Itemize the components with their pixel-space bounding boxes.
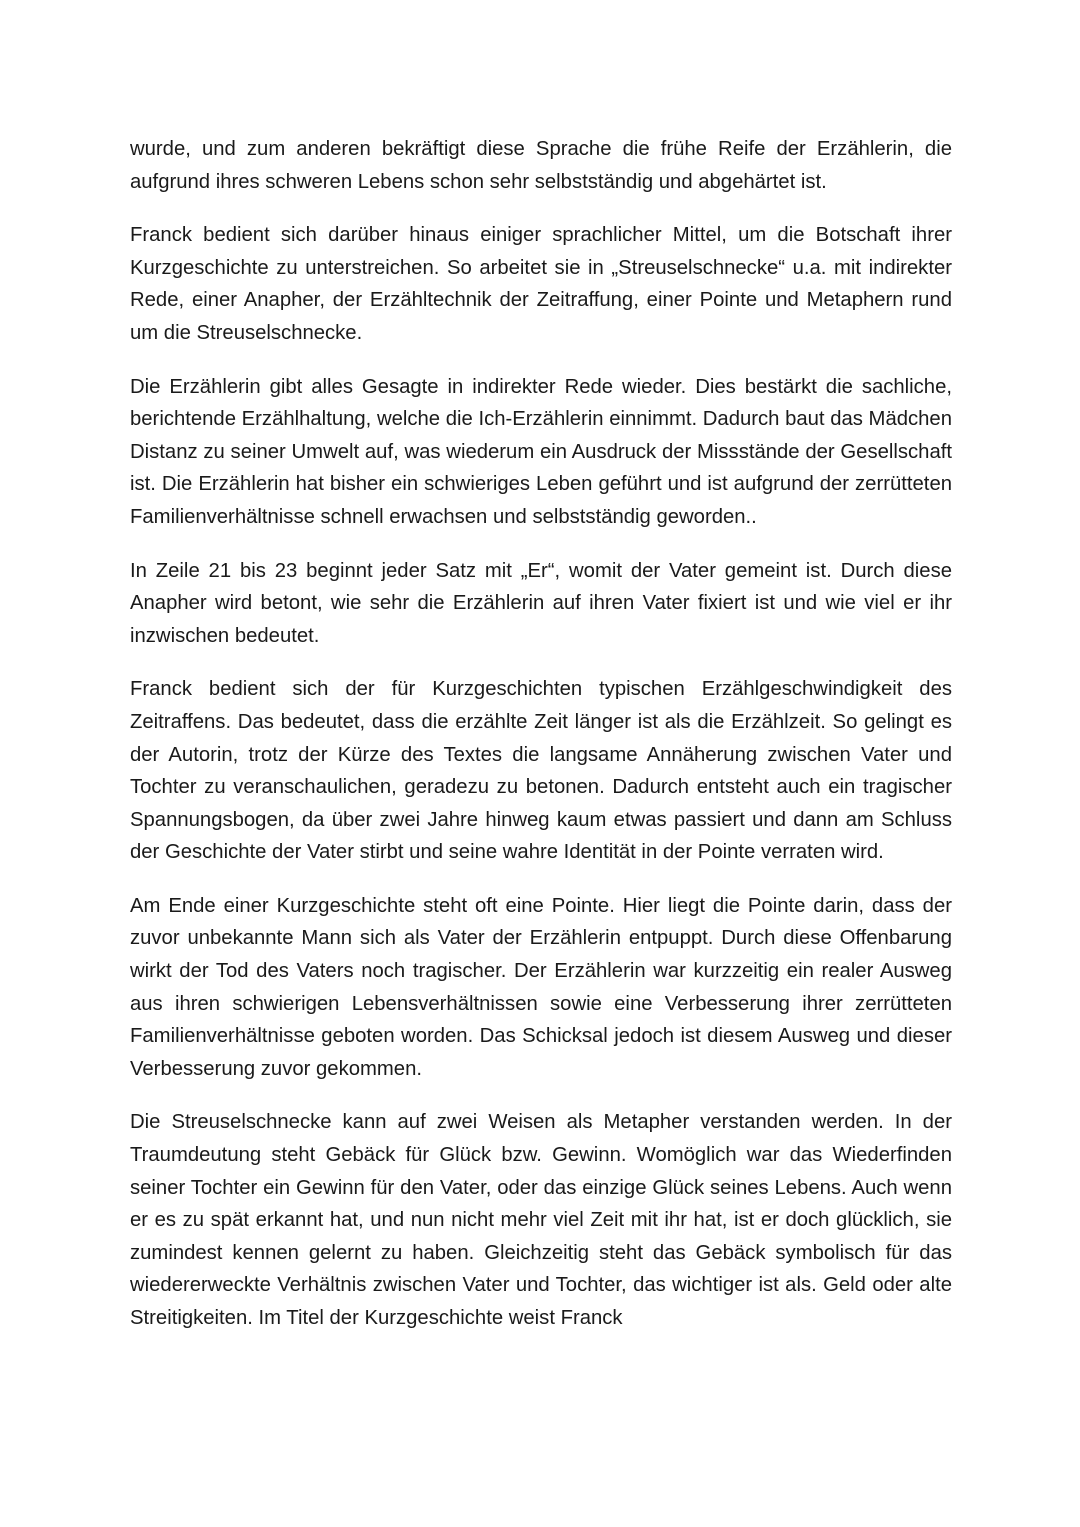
paragraph-punchline: Am Ende einer Kurzgeschichte steht oft eine Pointe. Hier liegt die Pointe darin, dass der zuvor unbekannte Mann sich als Vater der Erzählerin entpuppt. Durch diese Offenbarung wirkt der Tod des Vaters noch tragischer. Der Erzählerin war kurzzeitig ein realer Ausweg aus ihren schwierigen Lebensverhältnissen sowie eine Verbesserung ihrer zerrütteten Familienverhältnisse geboten worden. Das Schicksal jedoch ist diesem Ausweg und dieser Verbesserung zuvor gekommen. [130,894,952,1080]
paragraph-indirect-speech: Die Erzählerin gibt alles Gesagte in indirekter Rede wieder. Dies bestärkt die sachliche, berichtende Erzählhaltung, welche die Ich-Erzählerin einnimmt. Dadurch baut das Mädchen Distanz zu seiner Umwelt auf, was wiederum ein Ausdruck der Missstände der Gesellschaft ist. Die Erzählerin hat bisher ein schwieriges Leben geführt und ist aufgrund der zerrütteten Familienverhältnisse schnell erwachsen und selbstständig geworden.. [130,375,952,528]
paragraph-time-lapse: Franck bedient sich der für Kurzgeschichten typischen Erzählgeschwindigkeit des Zeitraffens. Das bedeutet, dass die erzählte Zeit länger ist als die Erzählzeit. So gelingt es der Autorin, trotz der Kürze des Textes die langsame Annäherung zwischen Vater und Tochter zu veranschaulichen, geradezu zu betonen. Dadurch entsteht auch ein tragischer Spannungsbogen, da über zwei Jahre hinweg kaum etwas passiert und dann am Schluss der Geschichte der Vater stirbt und seine wahre Identität in der Pointe verraten wird. [130,678,952,864]
document-page [130,133,952,1356]
paragraph-stylistic-devices: Franck bedient sich darüber hinaus einiger sprachlicher Mittel, um die Botschaft ihrer Kurzgeschichte zu unterstreichen. So arbeitet sie in „Streuselschnecke“ u.a. mit indirekter Rede, einer Anapher, der Erzähltechnik der Zeitraffung, einer Pointe und Metaphern rund um die Streuselschnecke. [130,224,952,344]
paragraph-metaphor: Die Streuselschnecke kann auf zwei Weisen als Metapher verstanden werden. In der Traumdeutung steht Gebäck für Glück bzw. Gewinn. Womöglich war das Wiederfinden seiner Tochter ein Gewinn für den Vater, oder das einzige Glück seines Lebens. Auch wenn er es zu spät erkannt hat, und nun nicht mehr viel Zeit mit ihr hat, ist er doch glücklich, sie zumindest kennen gelernt zu haben. Gleichzeitig steht das Gebäck symbolisch für das wiedererweckte Verhältnis zwischen Vater und Tochter, das wichtiger ist als. Geld oder alte Streitigkeiten. Im Titel der Kurzgeschichte weist Franck [130,1111,952,1329]
paragraph-intro-continuation: wurde, und zum anderen bekräftigt diese Sprache die frühe Reife der Erzählerin, die aufgrund ihres schweren Lebens schon sehr selbstständig und abgehärtet ist. [130,138,952,193]
paragraph-anaphora: In Zeile 21 bis 23 beginnt jeder Satz mit „Er“, womit der Vater gemeint ist. Durch diese Anapher wird betont, wie sehr die Erzählerin auf ihren Vater fixiert ist und wie viel er ihr inzwischen bedeutet. [130,559,952,647]
